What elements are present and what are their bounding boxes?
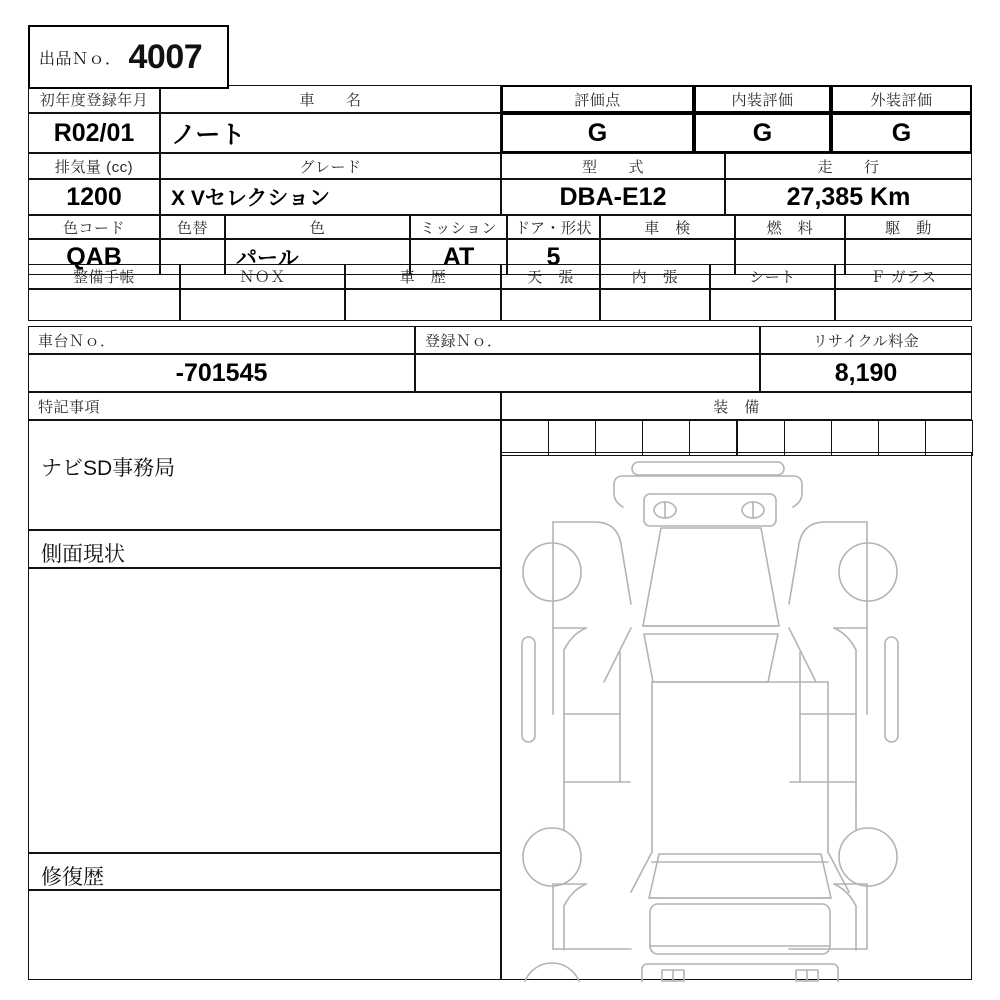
car-name-header: 車 名 [160,85,501,113]
repaint-header: 色替 [160,215,225,239]
door-shape-header: ドア・形状 [507,215,600,239]
remarks-header: 特記事項 [28,392,501,420]
exterior-grade-value: G [831,113,972,153]
fuel-header: 燃 料 [735,215,845,239]
door-shape-value: 5 [507,239,600,275]
registration-no-header: 登録Ｎｏ． [415,326,760,354]
headliner-value [501,289,600,321]
equipment-cell-10[interactable] [925,420,973,456]
equipment-cell-6[interactable] [737,420,785,456]
recycle-fee-value: 8,190 [760,354,972,392]
grade-header: グレード [160,153,501,179]
drive-header: 駆 動 [845,215,972,239]
equipment-cell-3[interactable] [595,420,643,456]
car-history-header: 車 歴 [345,264,501,289]
side-condition-label: 側面現状 [28,530,501,568]
grade-point-header: 評価点 [501,85,694,113]
exterior-grade-header: 外装評価 [831,85,972,113]
maintenance-book-header: 整備手帳 [28,264,180,289]
interior-grade-value: G [694,113,831,153]
vehicle-top-view-diagram [504,452,978,982]
first-registration-header: 初年度登録年月 [28,85,160,113]
color-code-header: 色コード [28,215,160,239]
color-code-value: QAB [28,239,160,275]
registration-no-value [415,354,760,392]
grade-point-value: G [501,113,694,153]
color-value: パール [225,239,410,275]
seat-value [710,289,835,321]
equipment-cell-2[interactable] [548,420,596,456]
displacement-value: 1200 [28,179,160,215]
repair-history-text [28,890,501,980]
model-code-value: DBA-E12 [501,179,725,215]
model-code-header: 型 式 [501,153,725,179]
car-name-value: ノート [160,113,501,153]
equipment-cell-1[interactable] [501,420,549,456]
lot-number-box [28,25,229,89]
equipment-cell-7[interactable] [784,420,832,456]
front-glass-header: Ｆ ガラス [835,264,972,289]
lot-number-label: 出品Ｎｏ． [39,50,122,68]
mileage-value: 27,385 Km [725,179,972,215]
nox-header: ＮＯＸ [180,264,345,289]
equipment-header: 装 備 [501,392,972,420]
vehicle-outline-icon [504,452,978,982]
equipment-cell-4[interactable] [642,420,690,456]
inspection-header: 車 検 [600,215,735,239]
front-glass-value [835,289,972,321]
seat-header: シート [710,264,835,289]
color-header: 色 [225,215,410,239]
first-registration-value: R02/01 [28,113,160,153]
headliner-header: 天 張 [501,264,600,289]
lot-number-value: 4007 [128,37,203,76]
mission-header: ミッション [410,215,507,239]
side-condition-text [28,568,501,853]
maintenance-book-value [28,289,180,321]
recycle-fee-header: リサイクル料金 [760,326,972,354]
grade-value: X Vセレクション [160,179,501,215]
interior-grade-header: 内装評価 [694,85,831,113]
door-trim-header: 内 張 [600,264,710,289]
mission-value: AT [410,239,507,275]
mileage-header: 走 行 [725,153,972,179]
equipment-cell-9[interactable] [878,420,926,456]
car-history-value [345,289,501,321]
equipment-cell-5[interactable] [689,420,737,456]
chassis-no-value: -701545 [28,354,415,392]
repair-history-label: 修復歴 [28,853,501,890]
nox-value [180,289,345,321]
chassis-no-header: 車台Ｎｏ． [28,326,415,354]
door-trim-value [600,289,710,321]
equipment-cell-strip [501,420,972,456]
equipment-cell-8[interactable] [831,420,879,456]
displacement-header: 排気量 (cc) [28,153,160,179]
remarks-text: ナビSD事務局 [28,420,501,530]
